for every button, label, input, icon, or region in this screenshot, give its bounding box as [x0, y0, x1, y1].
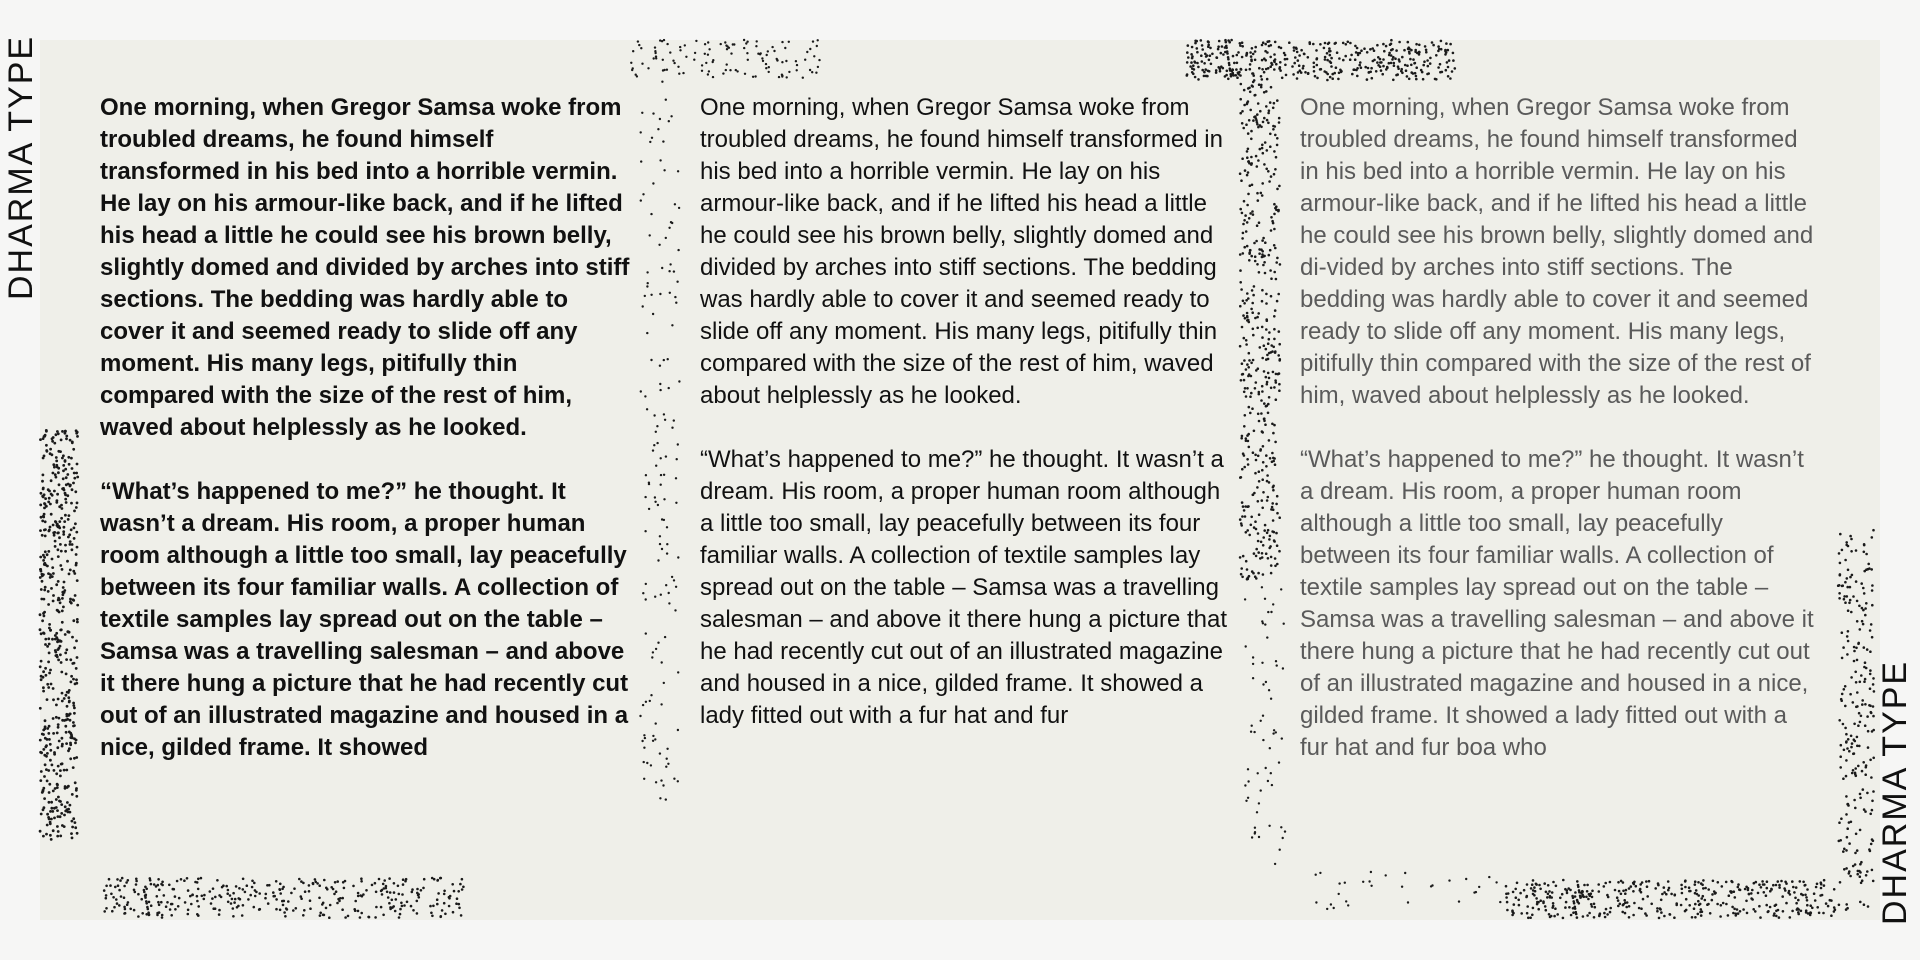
paragraph-1: One morning, when Gregor Samsa woke from troubled dreams, he found himself transformed in his bed into a horrible vermin. He lay on his armour-like back, and if he lifted his head a little he could see his brown belly, slightly domed and divided by arches into stiff sections. The bedding was hardly able to cover it and seemed ready to slide off any moment. His many legs, pitifully thin compared with the size of the rest of him, waved about helplessly as he looked. [700, 94, 1223, 409]
paragraph-2: “What’s happened to me?” he thought. It wasn’t a dream. His room, a proper human room although a little too small, lay peacefully between its four familiar walls. A collection of textile samples lay spread out on the table – Samsa was a travelling salesman – and above it there hung a picture that he had recently cut out of an illustrated magazine and housed in a nice, gilded frame. It showed a lady fitted out with a fur hat and fur boa who [1300, 446, 1814, 761]
paragraph-1: One morning, when Gregor Samsa woke from troubled dreams, he found himself transformed in his bed into a horrible vermin. He lay on his armour-like back, and if he lifted his head a little he could see his brown belly, slightly domed and divided by arches into stiff sections. The bedding was hardly able to cover it and seemed ready to slide off any moment. His many legs, pitifully thin compared with the size of the rest of him, waved about helplessly as he looked. [100, 94, 630, 441]
paragraph-2: “What’s happened to me?” he thought. It wasn’t a dream. His room, a proper human room although a little too small, lay peacefully between its four familiar walls. A collection of textile samples lay spread out on the table – Samsa was a travelling salesman – and above it there hung a picture that he had recently cut out of an illustrated magazine and housed in a nice, gilded frame. It showed [100, 478, 629, 761]
text-column-regular [700, 92, 1230, 764]
paragraph-1: One morning, when Gregor Samsa woke from troubled dreams, he found himself transformed in his bed into a horrible vermin. He lay on his armour-like back, and if he lifted his head a little he could see his brown belly, slightly domed and di-vided by arches into stiff sections. The bedding was hardly able to cover it and seemed ready to slide off any moment. His many legs, pitifully thin compared with the size of the rest of him, waved about helplessly as he looked. [1300, 94, 1814, 409]
brand-label-left: DHARMA TYPE [2, 34, 40, 300]
paragraph-2: “What’s happened to me?” he thought. It wasn’t a dream. His room, a proper human room although a little too small, lay peacefully between its four familiar walls. A collection of textile samples lay spread out on the table – Samsa was a travelling salesman – and above it there hung a picture that he had recently cut out of an illustrated magazine and housed in a nice, gilded frame. It showed a lady fitted out with a fur hat and fur [700, 446, 1228, 729]
text-column-bold [100, 92, 630, 796]
text-column-light [1300, 92, 1820, 796]
brand-label-right: DHARMA TYPE [1876, 660, 1914, 926]
